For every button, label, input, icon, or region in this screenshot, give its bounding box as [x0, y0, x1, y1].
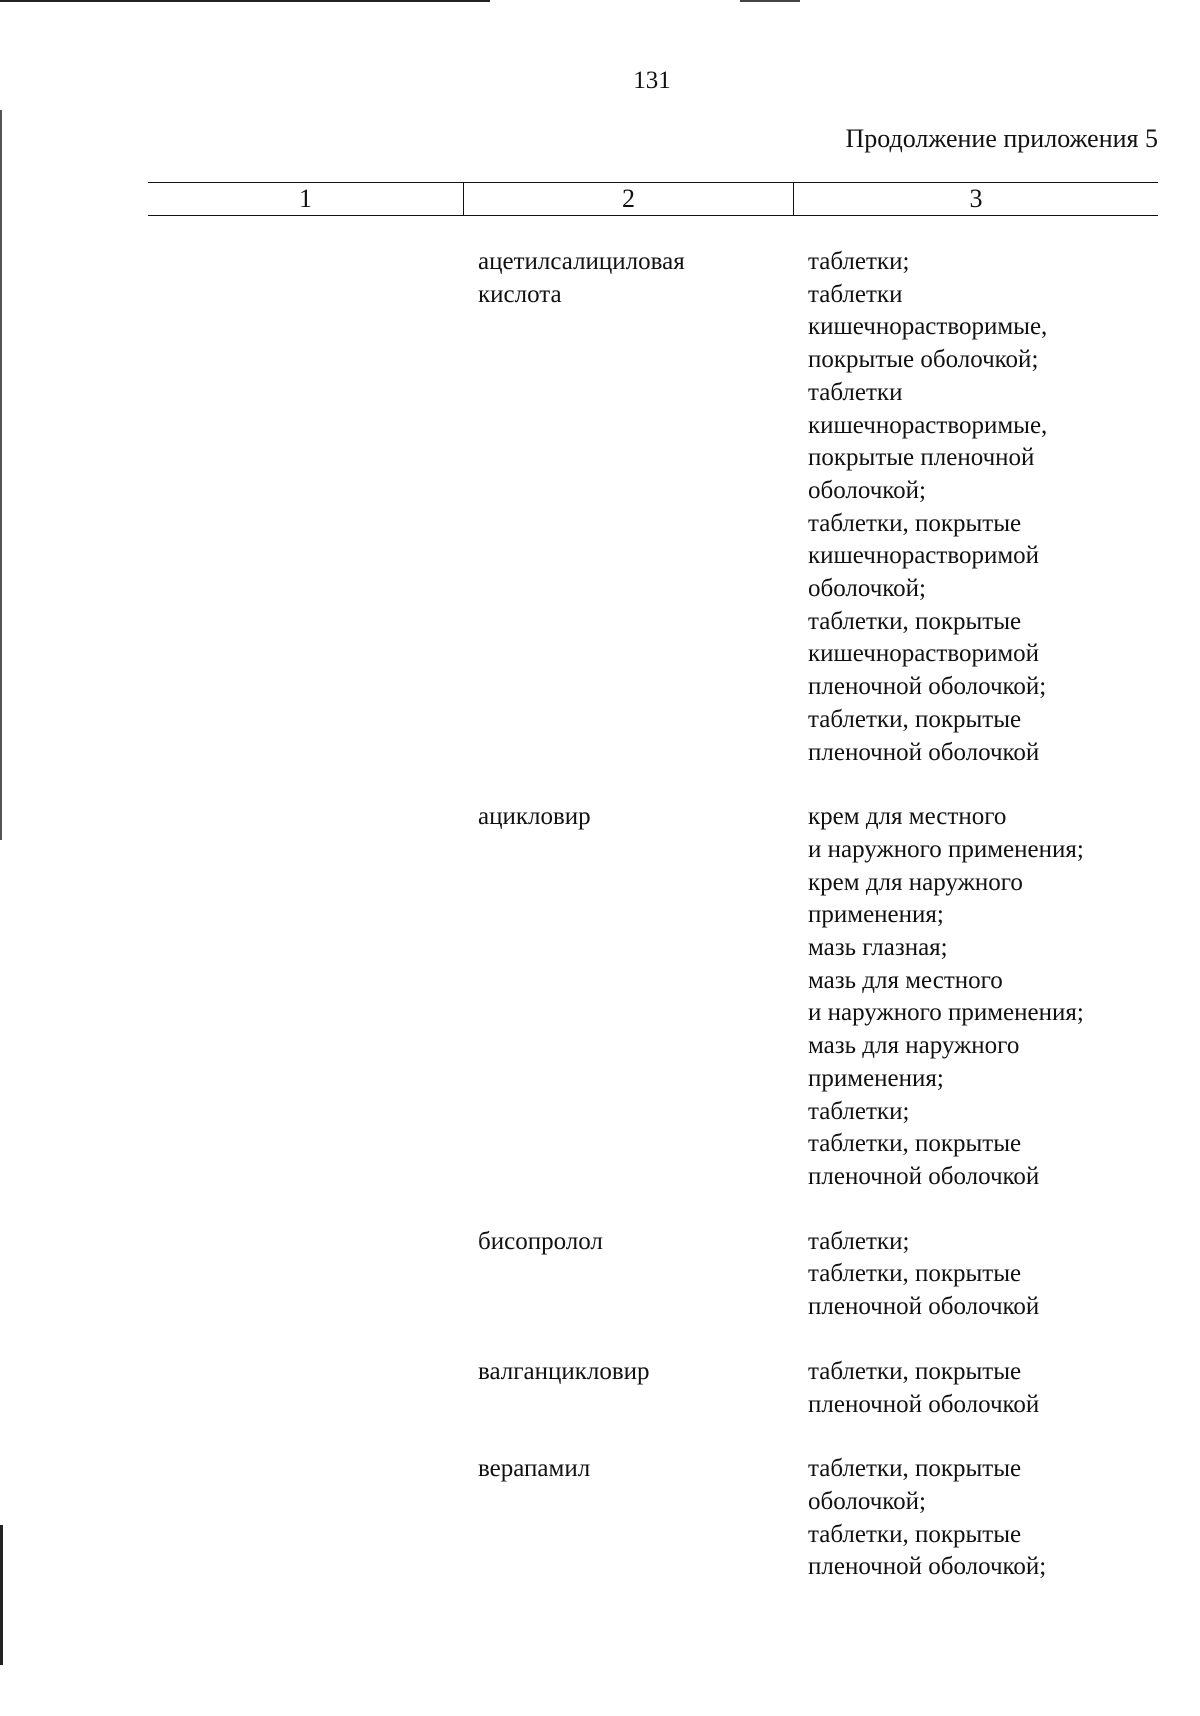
dosage-form-line: крем для наружного [808, 868, 1023, 896]
dosage-form-line: пленочной оболочкой; [808, 1553, 1047, 1581]
dosage-form-line: мазь для наружного [808, 1032, 1020, 1060]
drug-name-line: ацетилсалициловая [478, 248, 685, 275]
dosage-forms-cell [808, 246, 1158, 769]
scan-edge [0, 1525, 3, 1665]
table-header-row [148, 182, 1158, 216]
dosage-form-line: таблетки, покрытые [808, 1260, 1022, 1288]
dosage-form-line: таблетки, покрытые [808, 705, 1022, 733]
dosage-forms-cell [808, 1226, 1158, 1324]
drug-name-cell [478, 246, 808, 769]
dosage-form-line: таблетки, покрытые [808, 1520, 1022, 1548]
dosage-forms-cell [808, 1356, 1158, 1421]
column-header-2: 2 [464, 183, 794, 215]
dosage-form-line: и наружного применения; [808, 999, 1084, 1027]
dosage-form-line: оболочкой; [808, 575, 926, 603]
dosage-form-line: таблетки [808, 280, 903, 308]
table-body [148, 246, 1158, 1616]
code-cell [148, 1453, 478, 1584]
scan-edge [0, 110, 2, 840]
dosage-form-line: покрытые пленочной [808, 444, 1035, 472]
scan-edge [740, 0, 800, 2]
column-header-3: 3 [969, 184, 983, 213]
dosage-form-line: таблетки; [808, 1097, 910, 1125]
drug-name-line: бисопролол [478, 1227, 603, 1255]
dosage-form-line: и наружного применения; [808, 835, 1084, 863]
drug-name-cell [478, 1453, 808, 1584]
page-number: 131 [633, 67, 671, 94]
drug-name-cell [478, 801, 808, 1193]
dosage-form-line: оболочкой; [808, 476, 926, 504]
dosage-form-line: таблетки, покрытые [808, 1357, 1022, 1385]
code-cell [148, 246, 478, 769]
drug-name-line: валганцикловир [478, 1357, 650, 1385]
dosage-form-line: таблетки, покрытые [808, 509, 1022, 537]
dosage-form-line: таблетки, покрытые [808, 1130, 1022, 1158]
dosage-form-line: пленочной оболочкой; [808, 673, 1047, 701]
dosage-form-line: покрытые оболочкой; [808, 346, 1039, 374]
table-row [148, 246, 1158, 769]
dosage-form-line: мазь для местного [808, 966, 1003, 994]
table-row [148, 801, 1158, 1193]
dosage-form-line: кишечнорастворимые, [808, 313, 1048, 341]
code-cell [148, 1226, 478, 1324]
table-row [148, 1453, 1158, 1584]
code-cell [148, 801, 478, 1193]
dosage-forms-cell [808, 801, 1158, 1193]
continuation-title: Продолжение приложения 5 [845, 124, 1158, 153]
dosage-form-line: кишечнорастворимой [808, 640, 1040, 668]
dosage-forms-cell [808, 1453, 1158, 1584]
scan-edge [0, 0, 490, 2]
drug-name-line: верапамил [478, 1455, 591, 1483]
dosage-form-line: таблетки, покрытые [808, 607, 1022, 635]
dosage-form-line: применения; [808, 1064, 944, 1092]
table-row [148, 1356, 1158, 1421]
dosage-form-line: таблетки [808, 378, 903, 406]
code-cell [148, 1356, 478, 1421]
drug-name-cell [478, 1356, 808, 1421]
dosage-form-line: кишечнорастворимой [808, 542, 1040, 570]
dosage-form-line: пленочной оболочкой [808, 1293, 1040, 1321]
drug-name-cell [478, 1226, 808, 1324]
dosage-form-line: оболочкой; [808, 1487, 926, 1515]
table-row [148, 1226, 1158, 1324]
dosage-form-line: пленочной оболочкой [808, 738, 1040, 766]
dosage-form-line: пленочной оболочкой [808, 1162, 1040, 1190]
dosage-form-line: мазь глазная; [808, 934, 948, 962]
dosage-form-line: таблетки; [808, 1227, 910, 1255]
dosage-form-line: пленочной оболочкой [808, 1390, 1040, 1418]
dosage-form-line: кишечнорастворимые, [808, 411, 1048, 439]
dosage-form-line: применения; [808, 901, 944, 929]
dosage-form-line: таблетки; [808, 248, 910, 275]
dosage-form-line: крем для местного [808, 803, 1007, 831]
drug-name-line: кислота [478, 280, 562, 308]
column-header-1: 1 [148, 183, 464, 215]
dosage-form-line: таблетки, покрытые [808, 1455, 1022, 1483]
drug-name-line: ацикловир [478, 803, 591, 831]
